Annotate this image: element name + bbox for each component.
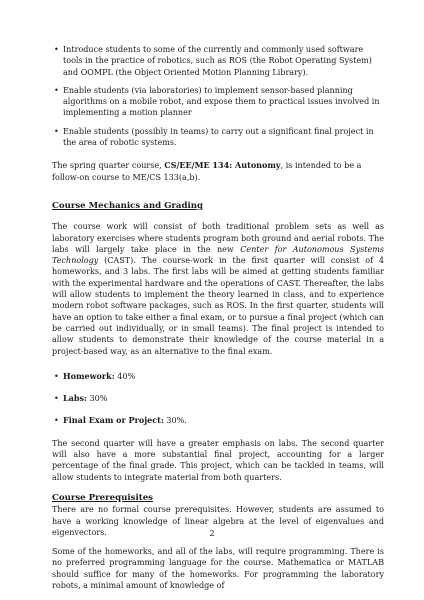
course-name: CS/EE/ME 134: Autonomy (164, 160, 281, 171)
page-content (52, 44, 384, 591)
bullet-icon: • (54, 85, 59, 95)
list-item: • Enable students (possibly in teams) to carry out a significant final project in the area of robotic systems. (54, 126, 374, 148)
list-item: • Homework: 40% (54, 370, 136, 381)
section-heading-mechanics: Course Mechanics and Grading (52, 200, 204, 211)
list-item: • Final Exam or Project: 30%. (54, 415, 187, 426)
programming-paragraph: Some of the homeworks, and all of the labs, will require programming. There is no preferred programming language for the course. Mathematica or MATLAB should suffice for many of the homeworks. For programming the laboratory robots, a minimal amount of knowledge of (52, 547, 384, 590)
mechanics-paragraph: The course work will consist of both traditional problem sets as well as laboratory exercises where students program both ground and aerial robots. The labs will largely take place in the new Center for Autonomous Systems Technology (CAST). The course-work in the first quarter will consist of 4 homeworks, and 3 labs. The first labs will be aimed at getting students familiar with the experimental hardware and the operations of CAST. Thereafter, the labs will allow students to implement the theory learned in class, and to experience modern robot software packages, such as ROS. In the first quarter, students will have an option to take either a final exam, or to pursue a final project (which can be carried out individually, or in small teams). The final project is intended to allow students to demonstrate their knowledge of the course material in a project-based way, as an alternative to the final exam. (52, 222, 385, 356)
page-number: 2 (209, 528, 215, 538)
list-item: • Introduce students to some of the currently and commonly used software tools in the practice of robotics, such as ROS (the Robot Operating System) and OOMPL (the Object Oriented Motion Planning Library). (54, 45, 372, 77)
spring-course-paragraph: The spring quarter course, CS/EE/ME 134: Autonomy, is intended to be a follow-on course to ME/CS 133(a,b). (52, 160, 362, 182)
second-quarter-paragraph: The second quarter will have a greater emphasis on labs. The second quarter will also have a more substantial final project, accounting for a larger percentage of the final grade. This project, which can be tackled in teams, will allow students to integrate material from both quarters. (52, 438, 384, 482)
bullet-icon: • (54, 126, 59, 136)
prereq-paragraph: There are no formal course prerequisites. However, students are assumed to have a working knowledge of linear algebra at the level of eigenvalues and eigenvectors. (52, 505, 384, 537)
bullet-icon: • (54, 45, 59, 54)
center-name: Center for Autonomous Systems Technology (52, 244, 385, 266)
bullet-icon: • (54, 416, 59, 426)
bullet-icon: • (54, 371, 59, 381)
list-item: • Labs: 30% (54, 393, 108, 404)
list-item: • Enable students (via laboratories) to implement sensor-based planning algorithms on a mobile robot, and expose them to practical issues involved in implementing a motion planner (54, 85, 380, 118)
objectives-list (52, 44, 384, 148)
grading-list (52, 371, 384, 427)
section-heading-prereq: Course Prerequisites (52, 492, 153, 503)
bullet-icon: • (54, 394, 59, 404)
